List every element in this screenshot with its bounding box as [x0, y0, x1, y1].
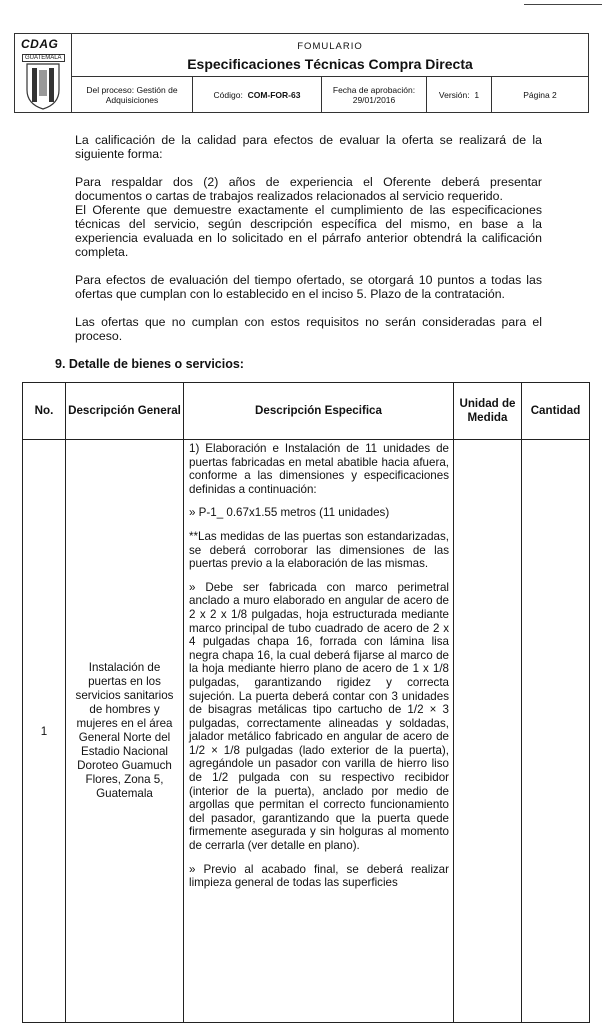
- header-specific: Descripción Especifica: [184, 383, 454, 440]
- top-edge-line: [524, 4, 602, 5]
- row-number: 1: [23, 440, 66, 1023]
- version-label: Versión:: [438, 89, 470, 100]
- spec-item-5: » Previo al acabado final, se deberá realizar limpieza general de todas las superficies: [189, 862, 449, 890]
- table-row: [23, 440, 590, 1023]
- code-value: COM-FOR-63: [247, 89, 301, 100]
- row-unit: [454, 440, 522, 1023]
- cdag-logo: [15, 34, 71, 112]
- logo-cell: [15, 34, 72, 113]
- row-qty: [522, 440, 590, 1023]
- header-general: Descripción General: [66, 383, 184, 440]
- approval-label: Fecha de aprobación:: [332, 84, 416, 95]
- shield-icon: [15, 34, 71, 112]
- header-unit: Unidad de Medida: [454, 383, 522, 440]
- row-specific-description: [184, 440, 454, 1023]
- spec-item-1: 1) Elaboración e Instalación de 11 unidades de puertas fabricadas en metal abatible hacia afuera, conforme a las dimensiones y especificaciones definidas a continuación:: [189, 442, 449, 496]
- section-title: 9. Detalle de bienes o servicios:: [55, 357, 244, 371]
- paragraph-rejection: Las ofertas que no cumplan con estos requisitos no serán consideradas para el proceso.: [75, 315, 542, 343]
- code-cell: [193, 77, 322, 113]
- code-label: Código:: [213, 89, 243, 100]
- spec-item-4: » Debe ser fabricada con marco perimetral anclado a muro elaborado en angular de acero de 2 x 2 x 1/8 pulgadas, hoja estructurada mediante marco principal de tubo cuadrado de acero de 2 x 4 pulgadas chapa 16, forrada con lámina lisa negra chapa 16, la cual deberá fijarse al marco de la hoja mediante hierro plano de acero de 1 x 1/8 pulgadas, garantizando rigidez y correcta sujeción. La puerta deberá contar con 3 unidades de bisagras metálicas tipo cartucho de 1/2 × 3 pulgadas, correctamente alineadas y soldadas, jalador metálico fabricado en angular de acero de 1/2 × 1/8 pulgadas (lado exterior de la puerta), agregándole un pasador con varilla de hierro liso de 1/2 pulgada con su respectivo recibidor (interior de la puerta), anclado por medio de argollas que permitan el correcto funcionamiento del pasador, garantizando que la puerta quede firmemente asegurada y sin holguras al momento de cerrarla (ver detalle en plano).: [189, 580, 449, 853]
- header-no: No.: [23, 383, 66, 440]
- version-cell: [427, 77, 492, 113]
- form-type: FOMULARIO: [297, 41, 363, 52]
- document-header: [14, 33, 589, 113]
- paragraph-compliance: El Oferente que demuestre exactamente el cumplimiento de las especificaciones técnicas del servicio, según descripción específica del mismo, en base a la experiencia evaluada en lo solicitado en el párrafo anterior obtendrá la calificación completa.: [75, 203, 542, 259]
- form-title: Especificaciones Técnicas Compra Directa: [187, 56, 473, 72]
- logo-subtext: GUATEMALA: [22, 54, 65, 62]
- paragraph-experience: Para respaldar dos (2) años de experiencia el Oferente deberá presentar documentos o cartas de trabajos realizados relacionados al servicio requerido.: [75, 175, 542, 203]
- page-cell: [492, 77, 589, 113]
- logo-text: CDAG: [21, 37, 59, 51]
- table-header-row: [23, 383, 590, 440]
- paragraph-time: Para efectos de evaluación del tiempo ofertado, se otorgará 10 puntos a todas las ofertas que cumplan con lo establecido en el inciso 5. Plazo de la contratación.: [75, 273, 542, 301]
- items-table: [22, 382, 590, 1023]
- paragraph-quality: La calificación de la calidad para efectos de evaluar la oferta se realizará de la siguiente forma:: [75, 133, 542, 161]
- approval-value: 29/01/2016: [352, 94, 396, 105]
- spec-item-3: **Las medidas de las puertas son estandarizadas, se deberá corroborar las dimensiones de las puertas previo a la elaboración de las mismas.: [189, 529, 449, 571]
- process-label: Del proceso: Gestión de Adquisiciones: [86, 84, 178, 105]
- version-value: 1: [474, 89, 480, 100]
- row-general-description: Instalación de puertas en los servicios sanitarios de hombres y mujeres en el área General Norte del Estadio Nacional Doroteo Guamuch Flores, Zona 5, Guatemala: [66, 440, 184, 1023]
- approval-cell: [322, 77, 427, 113]
- page-number: Página 2: [523, 89, 557, 100]
- spec-item-2: » P-1_ 0.67x1.55 metros (11 unidades): [189, 506, 390, 520]
- header-qty: Cantidad: [522, 383, 590, 440]
- title-cell: [72, 34, 589, 77]
- process-cell: [72, 77, 193, 113]
